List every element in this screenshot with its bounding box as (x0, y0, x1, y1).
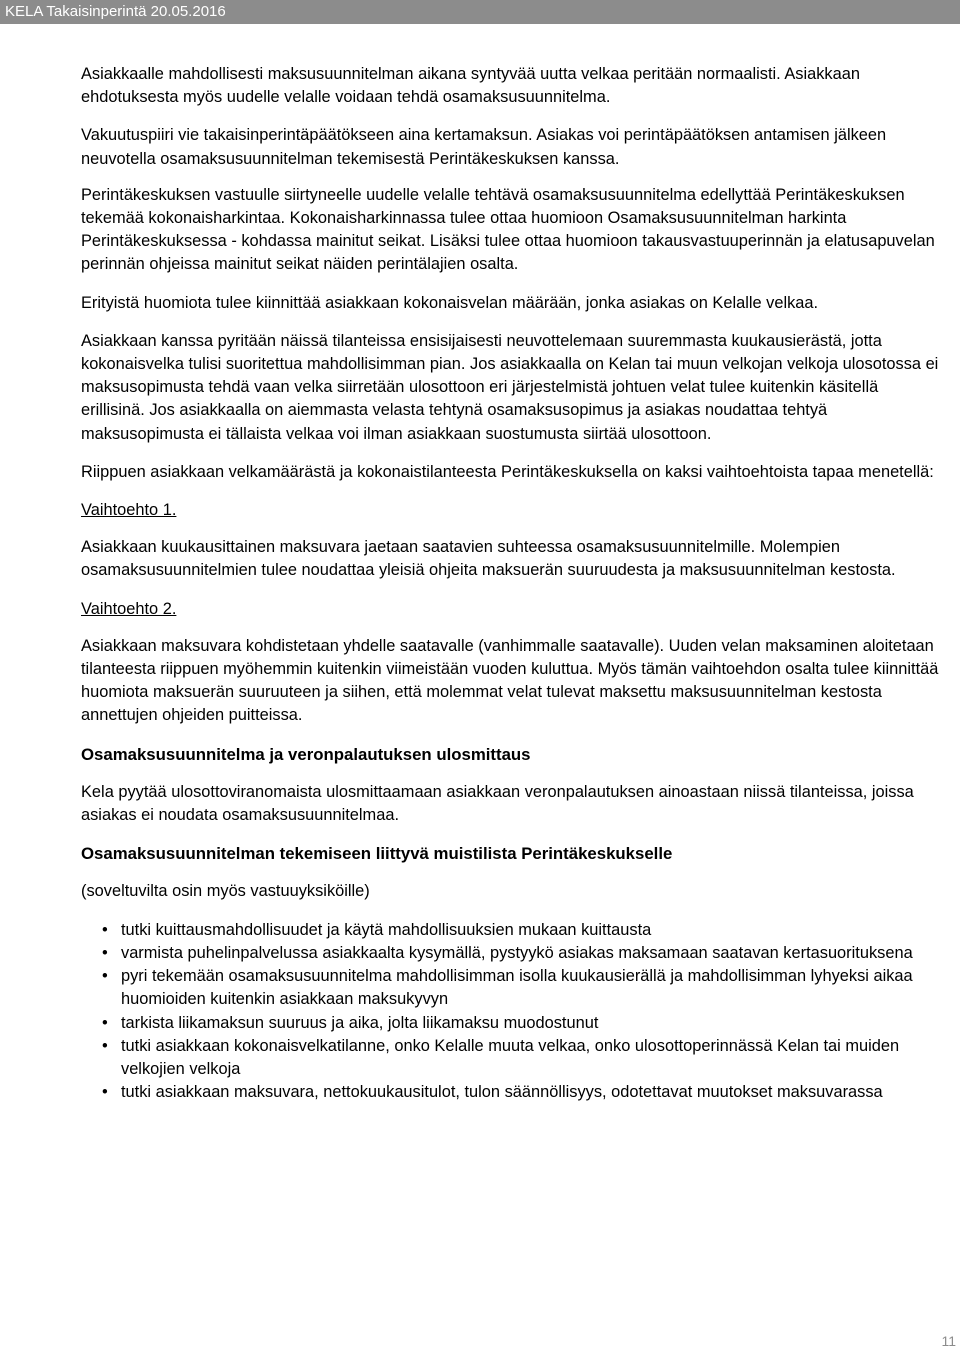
checklist-subtitle: (soveltuvilta osin myös vastuuyksiköille) (81, 882, 370, 901)
checklist-item: • varmista puhelinpalvelussa asiakkaalta kysymällä, pystyykö asiakas maksamaan saatavan kertasuorituksena (81, 942, 943, 965)
checklist-item: • tutki asiakkaan kokonaisvelkatilanne, onko Kelalle muuta velkaa, onko ulosottoperinnässä Kelan tai muiden velkojien velkoja (81, 1035, 943, 1081)
paragraph-negotiation: Asiakkaan kanssa pyritään näissä tilanteissa ensisijaisesti neuvottelemaan suuremmasta kuukausierästä, jotta kokonaisvelka tulisi suoritettua mahdollisimman pian. Jos asiakkaalla on Kelan tai muun velkojan velkoja ulosotossa ei maksusopimusta tehdä vaan velka siirretään ulosottoon eri järjestelmistä johtuen velat tulee kuitenkin käsitellä erillisinä. Jos asiakkaalla on aiemmasta velasta tehtynä osamaksusopimus ja asiakas noudattaa tehtyä maksusopimusta ei tällaista velkaa voi ilman asiakkaan suostumusta siirtää ulosottoon. (81, 331, 939, 443)
section-heading-checklist: Osamaksusuunnitelman tekemiseen liittyvä muistilista Perintäkeskukselle (81, 844, 673, 864)
document-body (81, 63, 943, 1104)
document-header-bar (0, 0, 960, 24)
paragraph-two-options: Riippuen asiakkaan velkamäärästä ja kokonaistilanteesta Perintäkeskuksella on kaksi vaihtoehtoista tapaa menetellä: (81, 462, 934, 481)
document-header-title: KELA Takaisinperintä 20.05.2016 (5, 3, 226, 20)
checklist-item: • tarkista liikamaksun suuruus ja aika, jolta liikamaksu muodostunut (81, 1012, 943, 1035)
checklist-item: • tutki asiakkaan maksuvara, nettokuukausitulot, tulon säännöllisyys, odotettavat muutokset maksuvarassa (81, 1081, 943, 1104)
section-heading-tax-refund: Osamaksusuunnitelma ja veronpalautuksen ulosmittaus (81, 744, 531, 764)
page-number: 11 (941, 1333, 956, 1349)
option-2-text: Asiakkaan maksuvara kohdistetaan yhdelle saatavalle (vanhimmalle saatavalle). Uuden velan maksaminen aloitetaan tilanteesta riippuen myöhemmin kuitenkin viimeistään vuoden kuluttua. Myös tämän vaihtoehdon osalta tulee kiinnittää huomiota maksuerän suuruuteen ja siihen, että molemmat velat tulevat maksettu maksusuunnitelman kestosta annettujen ohjeiden puitteissa. (81, 636, 939, 725)
option-1-text: Asiakkaan kuukausittainen maksuvara jaetaan saatavien suhteessa osamaksusuunnitelmille. Molempien osamaksusuunnitelmien tulee noudattaa yleisiä ohjeita maksuerän suuruudesta ja maksusuunnitelman kestosta. (81, 538, 896, 580)
paragraph-overall-assessment: Perintäkeskuksen vastuulle siirtyneelle uudelle velalle tehtävä osamaksusuunnitelma edellyttää Perintäkeskuksen tekemää kokonaisharkintaa. Kokonaisharkinnassa tulee ottaa huomioon Osamaksusuunnitelman harkinta Perintäkeskuksessa - kohdassa mainitut seikat. Lisäksi tulee ottaa huomioon takausvastuuperinnän ja elatusapuvelan perinnän ohjeissa mainitut seikat näiden perintälajien osalta. (81, 185, 935, 274)
checklist (81, 919, 943, 1105)
option-1-label: Vaihtoehto 1. (81, 501, 177, 520)
paragraph-tax-refund: Kela pyytää ulosottoviranomaista ulosmittaamaan asiakkaan veronpalautuksen ainoastaan niissä tilanteissa, joissa asiakas ei noudata osamaksusuunnitelmaa. (81, 782, 914, 825)
checklist-item: • tutki kuittausmahdollisuudet ja käytä mahdollisuuksien mukaan kuittausta (81, 919, 943, 942)
option-2-label: Vaihtoehto 2. (81, 599, 177, 618)
paragraph-new-debt: Asiakkaalle mahdollisesti maksusuunnitelman aikana syntyvää uutta velkaa peritään normaalisti. Asiakkaan ehdotuksesta myös uudelle velalle voidaan tehdä osamaksusuunnitelma. (81, 65, 860, 107)
paragraph-total-debt: Erityistä huomiota tulee kiinnittää asiakkaan kokonaisvelan määrään, jonka asiakas on Kelalle velkaa. (81, 293, 819, 312)
paragraph-insurance-district: Vakuutuspiiri vie takaisinperintäpäätökseen aina kertamaksun. Asiakas voi perintäpäätöksen antamisen jälkeen neuvotella osamaksusuunnitelman tekemisestä Perintäkeskuksen kanssa. (81, 126, 887, 168)
checklist-item: • pyri tekemään osamaksusuunnitelma mahdollisimman isolla kuukausierällä ja mahdollisimman lyhyeksi aikaa huomioiden kuitenkin asiakkaan maksukyvyn (81, 965, 943, 1011)
